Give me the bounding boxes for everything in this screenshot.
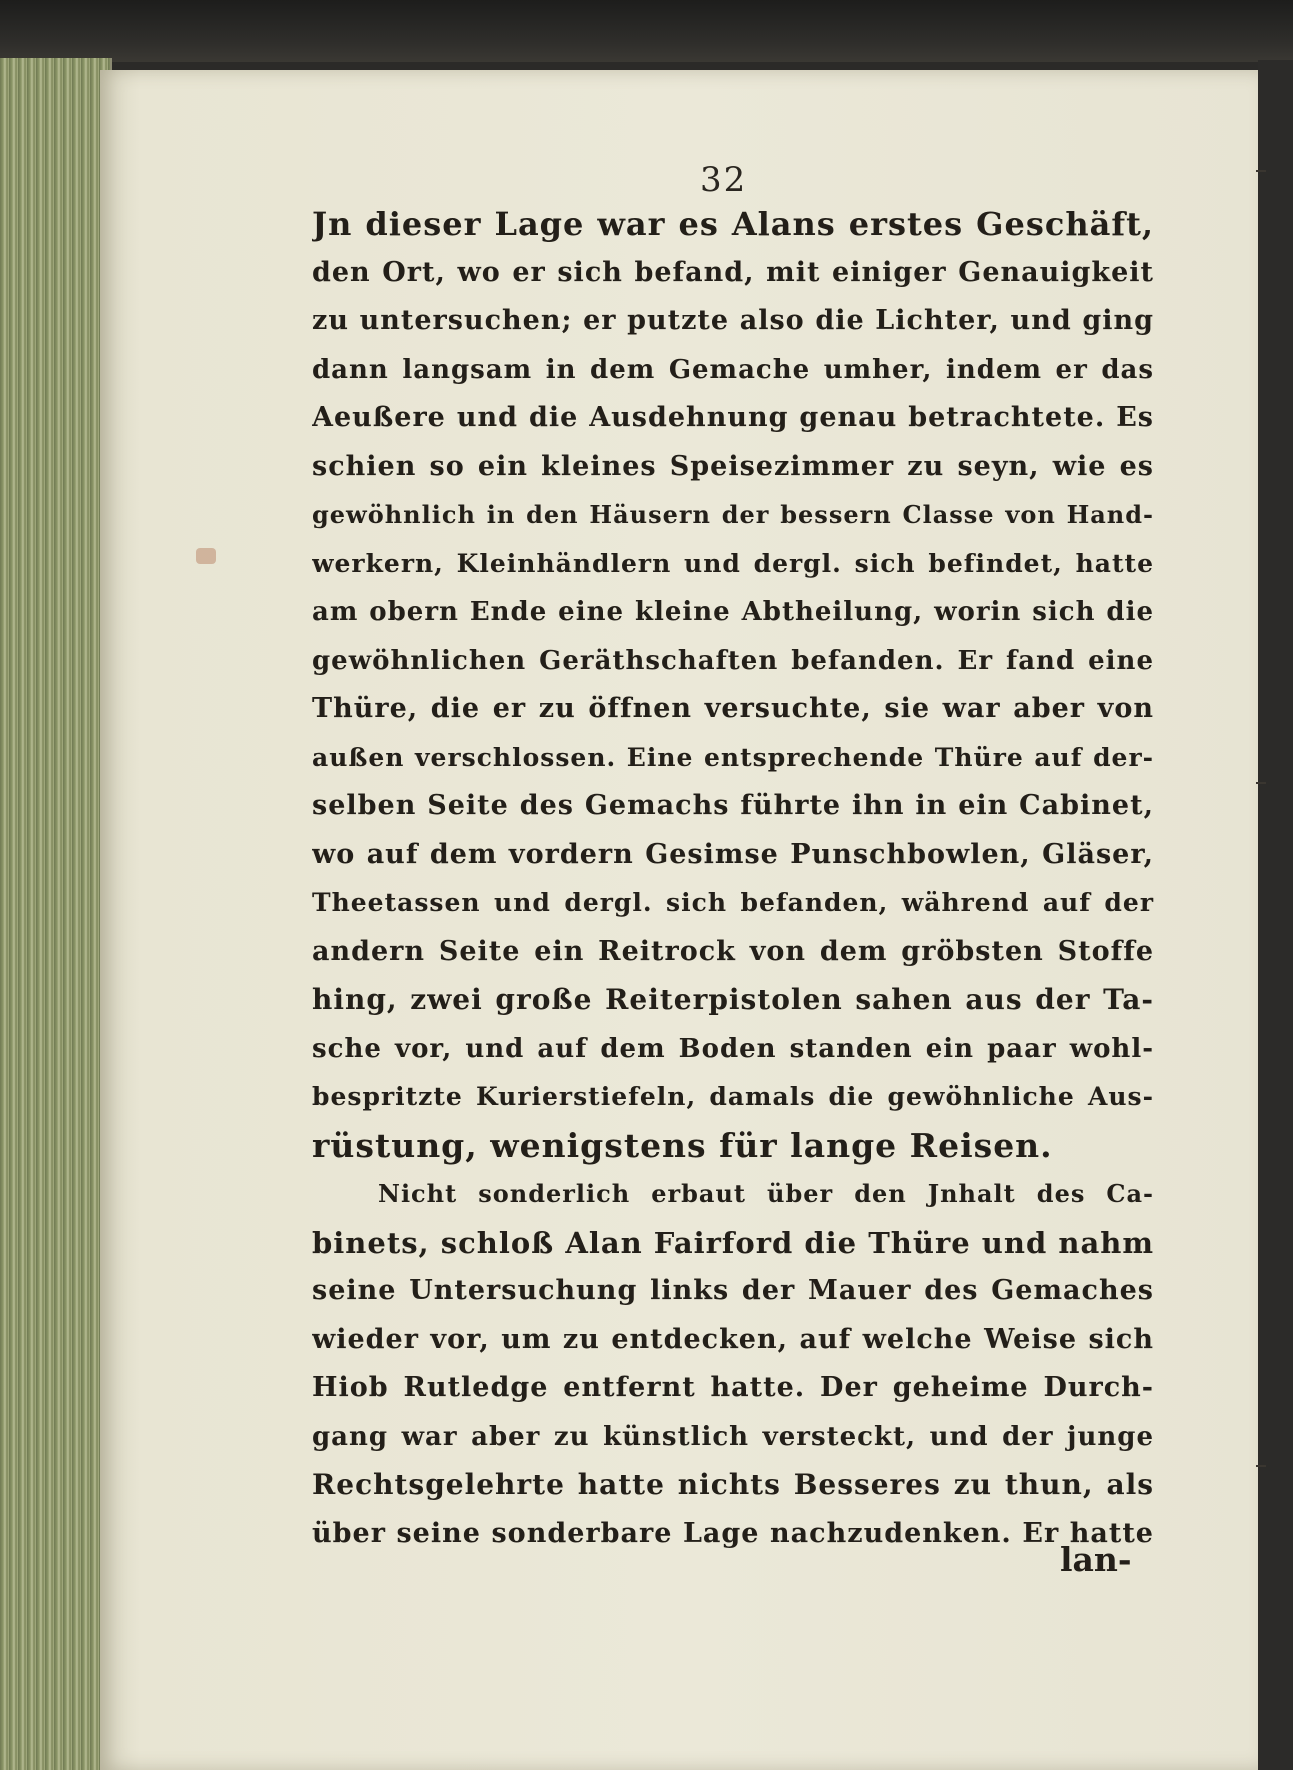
paper-stain [196,548,216,564]
text-line: Thüre, die er zu öffnen versuchte, sie war aber von [312,693,1154,724]
text-line: gang war aber zu künstlich versteckt, und der junge [312,1421,1154,1452]
text-line: selben Seite des Gemachs führte ihn in ein Cabinet, [312,790,1154,821]
text-line: Jn dieser Lage war es Alans erstes Geschäft, [312,205,1154,243]
text-line: Theetassen und dergl. sich befanden, während auf der [312,888,1154,917]
text-line: außen verschlossen. Eine entsprechende Thüre auf der- [312,742,1154,772]
text-line: Hiob Rutledge entfernt hatte. Der geheime Durch- [312,1372,1154,1403]
text-line: gewöhnlich in den Häusern der bessern Classe von Hand- [312,500,1154,529]
text-line: Aeußere und die Ausdehnung genau betrachtete. Es [312,402,1154,433]
text-line: rüstung, wenigstens für lange Reisen. [312,1125,1053,1165]
catchword: lan- [1060,1540,1132,1579]
page-number: 32 [700,160,748,200]
text-line: werkern, Kleinhändlern und dergl. sich befindet, hatte [312,548,1154,578]
scan-background-right [1258,60,1293,1770]
margin-tick [1256,1465,1266,1467]
text-line: Nicht sonderlich erbaut über den Jnhalt des Ca- [378,1179,1154,1208]
text-line: den Ort, wo er sich befand, mit einiger Genauigkeit [312,256,1154,288]
text-line: zu untersuchen; er putzte also die Lichter, und ging [312,305,1154,336]
text-line: hing, zwei große Reiterpistolen sahen aus der Ta- [312,983,1154,1016]
text-line: seine Untersuchung links der Mauer des Gemaches [312,1275,1154,1306]
text-line: schien so ein kleines Speisezimmer zu seyn, wie es [312,450,1154,482]
text-line: sche vor, und auf dem Boden standen ein paar wohl- [312,1033,1154,1064]
text-line: wo auf dem vordern Gesimse Punschbowlen, Gläser, [312,838,1154,870]
book-cover-top [0,0,1293,62]
margin-tick [1256,782,1266,784]
text-line: Rechtsgelehrte hatte nichts Besseres zu thun, als [312,1468,1154,1501]
text-line: wieder vor, um zu entdecken, auf welche Weise sich [312,1323,1154,1355]
text-line: bespritzte Kurierstiefeln, damals die gewöhnliche Aus- [312,1082,1154,1111]
page-edges [0,58,112,1770]
text-line: am obern Ende eine kleine Abtheilung, worin sich die [312,597,1154,627]
text-line: binets, schloß Alan Fairford die Thüre und nahm [312,1225,1154,1260]
margin-tick [1256,170,1266,172]
body-text [312,200,1154,1558]
text-line: über seine sonderbare Lage nachzudenken. Er hatte [312,1517,1154,1549]
text-line: andern Seite ein Reitrock von dem gröbsten Stoffe [312,935,1154,967]
text-line: dann langsam in dem Gemache umher, indem er das [312,354,1154,385]
text-line: gewöhnlichen Geräthschaften befanden. Er fand eine [312,645,1154,676]
